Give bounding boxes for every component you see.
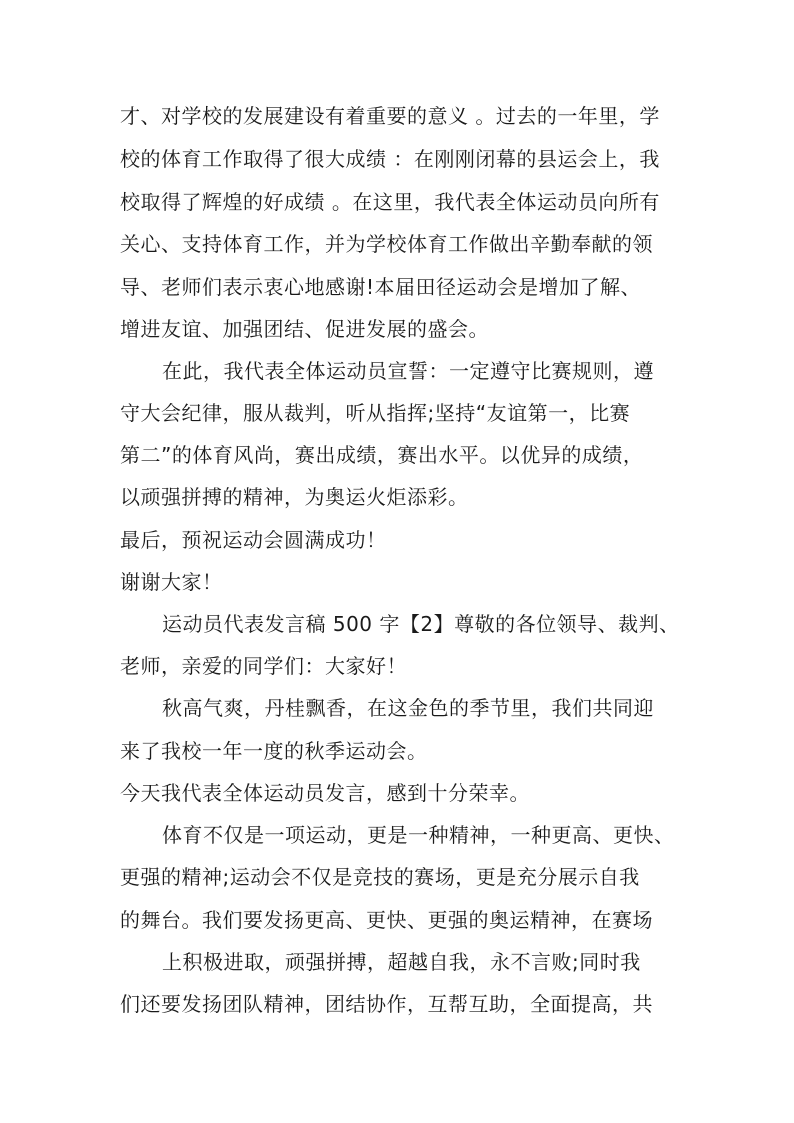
text-line: 关心、支持体育工作，并为学校体育工作做出辛勤奉献的领 bbox=[120, 232, 653, 256]
text-line: 体育不仅是一项运动，更是一种精神，一种更高、更快、 bbox=[162, 823, 675, 847]
text-line: 增进友谊、加强团结、促进发展的盛会。 bbox=[120, 317, 489, 341]
text-line: 上积极进取，顽强拼搏，超越自我，永不言败;同时我 bbox=[162, 950, 641, 974]
text-line: 运动员代表发言稿 500 字【2】尊敬的各位领导、裁判、 bbox=[162, 612, 680, 636]
text-line: 才、对学校的发展建设有着重要的意义 。过去的一年里，学 bbox=[120, 104, 660, 128]
text-line: 来了我校一年一度的秋季运动会。 bbox=[120, 739, 428, 763]
text-line: 谢谢大家！ bbox=[120, 570, 223, 594]
text-line: 在此，我代表全体运动员宣誓：一定遵守比赛规则，遵 bbox=[162, 359, 654, 383]
text-line: 的舞台。我们要发扬更高、更快、更强的奥运精神，在赛场 bbox=[120, 908, 653, 932]
text-line: 导、老师们表示衷心地感谢!本届田径运动会是增加了解、 bbox=[120, 275, 642, 299]
text-line: 今天我代表全体运动员发言，感到十分荣幸。 bbox=[120, 781, 530, 805]
text-line: 最后，预祝运动会圆满成功！ bbox=[120, 528, 387, 552]
text-line: 校的体育工作取得了很大成绩 ：在刚刚闭幕的县运会上，我 bbox=[120, 147, 660, 171]
text-line: 校取得了辉煌的好成绩 。在这里，我代表全体运动员向所有 bbox=[120, 190, 660, 214]
text-line: 守大会纪律，服从裁判，听从指挥;坚持“友谊第一，比赛 bbox=[120, 401, 631, 425]
text-line: 老师，亲爱的同学们：大家好！ bbox=[120, 654, 407, 678]
text-line: 秋高气爽，丹桂飘香，在这金色的季节里，我们共同迎 bbox=[162, 696, 654, 720]
text-line: 更强的精神;运动会不仅是竞技的赛场，更是充分展示自我 bbox=[120, 865, 640, 889]
text-line: 们还要发扬团队精神，团结协作，互帮互助，全面提高，共 bbox=[120, 992, 653, 1016]
text-line: 第二”的体育风尚，赛出成绩，赛出水平。以优异的成绩， bbox=[120, 443, 644, 467]
text-line: 以顽强拼搏的精神，为奥运火炬添彩。 bbox=[120, 485, 469, 509]
